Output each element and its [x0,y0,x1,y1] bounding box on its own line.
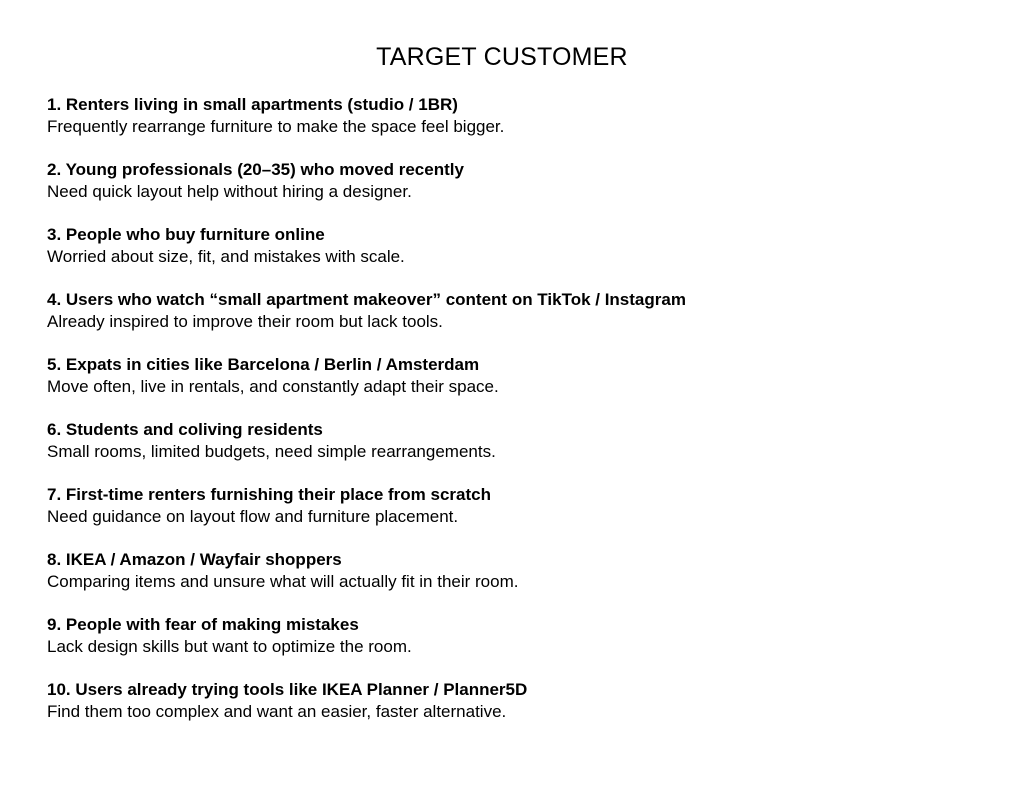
list-item [47,549,997,614]
list-item [47,614,997,679]
item-heading: 8. IKEA / Amazon / Wayfair shoppers [47,550,342,569]
item-heading: 10. Users already trying tools like IKEA Planner / Planner5D [47,680,528,699]
list-item [47,679,997,744]
customer-list [47,94,997,744]
item-heading: 7. First-time renters furnishing their place from scratch [47,485,492,504]
item-description: Move often, live in rentals, and constantly adapt their space. [47,377,499,396]
item-description: Need guidance on layout flow and furniture placement. [47,507,459,526]
list-item [47,419,997,484]
item-description: Comparing items and unsure what will actually fit in their room. [47,572,519,591]
item-description: Find them too complex and want an easier, faster alternative. [47,702,507,721]
item-heading: 1. Renters living in small apartments (studio / 1BR) [47,95,458,114]
list-item [47,224,997,289]
item-heading: 6. Students and coliving residents [47,420,323,439]
item-heading: 4. Users who watch “small apartment makeover” content on TikTok / Instagram [47,290,686,309]
item-description: Frequently rearrange furniture to make the space feel bigger. [47,117,505,136]
item-description: Small rooms, limited budgets, need simple rearrangements. [47,442,496,461]
item-description: Lack design skills but want to optimize the room. [47,637,412,656]
item-heading: 2. Young professionals (20–35) who moved recently [47,160,464,179]
item-heading: 3. People who buy furniture online [47,225,325,244]
item-heading: 5. Expats in cities like Barcelona / Berlin / Amsterdam [47,355,480,374]
list-item [47,159,997,224]
list-item [47,289,997,354]
item-heading: 9. People with fear of making mistakes [47,615,359,634]
list-item [47,484,997,549]
page-title: TARGET CUSTOMER [376,43,628,71]
item-description: Already inspired to improve their room but lack tools. [47,312,443,331]
list-item [47,94,997,159]
item-description: Need quick layout help without hiring a designer. [47,182,412,201]
list-item [47,354,997,419]
item-description: Worried about size, fit, and mistakes with scale. [47,247,405,266]
